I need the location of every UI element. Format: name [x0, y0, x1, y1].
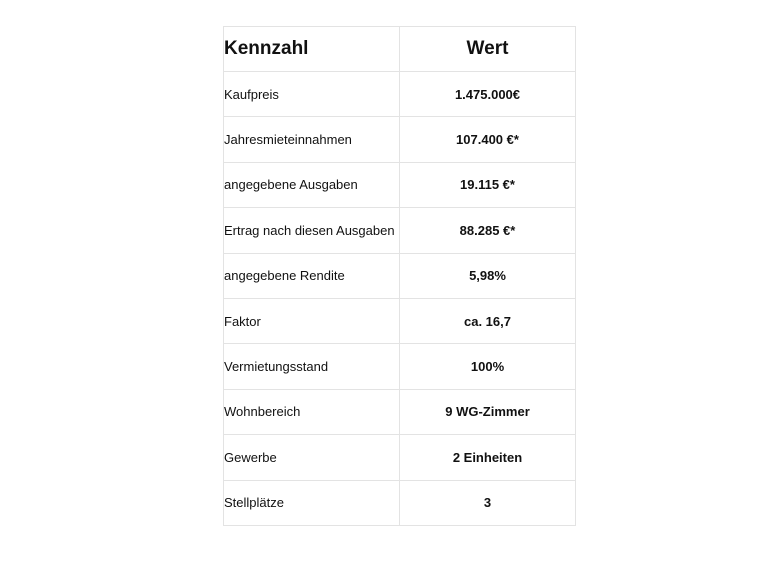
row-value: 3	[400, 480, 576, 525]
row-label: Kaufpreis	[224, 72, 400, 117]
table-row	[224, 480, 576, 525]
table-row	[224, 435, 576, 480]
kpi-table	[223, 26, 576, 526]
table-row	[224, 253, 576, 298]
table-row	[224, 72, 576, 117]
row-label: Jahresmieteinnahmen	[224, 117, 400, 162]
table-row	[224, 162, 576, 207]
row-value: 2 Einheiten	[400, 435, 576, 480]
column-header-wert: Wert	[400, 27, 576, 72]
column-header-kennzahl: Kennzahl	[224, 27, 400, 72]
table-row	[224, 389, 576, 434]
row-value: 88.285 €*	[400, 208, 576, 253]
row-label: Stellplätze	[224, 480, 400, 525]
row-value: 5,98%	[400, 253, 576, 298]
row-value: 1.475.000€	[400, 72, 576, 117]
row-value: 100%	[400, 344, 576, 389]
row-value: 107.400 €*	[400, 117, 576, 162]
row-label: Faktor	[224, 298, 400, 343]
row-label: angegebene Rendite	[224, 253, 400, 298]
table-row	[224, 344, 576, 389]
table-row	[224, 117, 576, 162]
table-header-row	[224, 27, 576, 72]
row-value: 9 WG-Zimmer	[400, 389, 576, 434]
row-label: Vermietungsstand	[224, 344, 400, 389]
row-value: 19.115 €*	[400, 162, 576, 207]
table-row	[224, 208, 576, 253]
row-label: Ertrag nach diesen Ausgaben	[224, 208, 400, 253]
table-row	[224, 298, 576, 343]
row-label: Wohnbereich	[224, 389, 400, 434]
row-label: Gewerbe	[224, 435, 400, 480]
kpi-table-container	[223, 26, 575, 526]
row-value: ca. 16,7	[400, 298, 576, 343]
row-label: angegebene Ausgaben	[224, 162, 400, 207]
